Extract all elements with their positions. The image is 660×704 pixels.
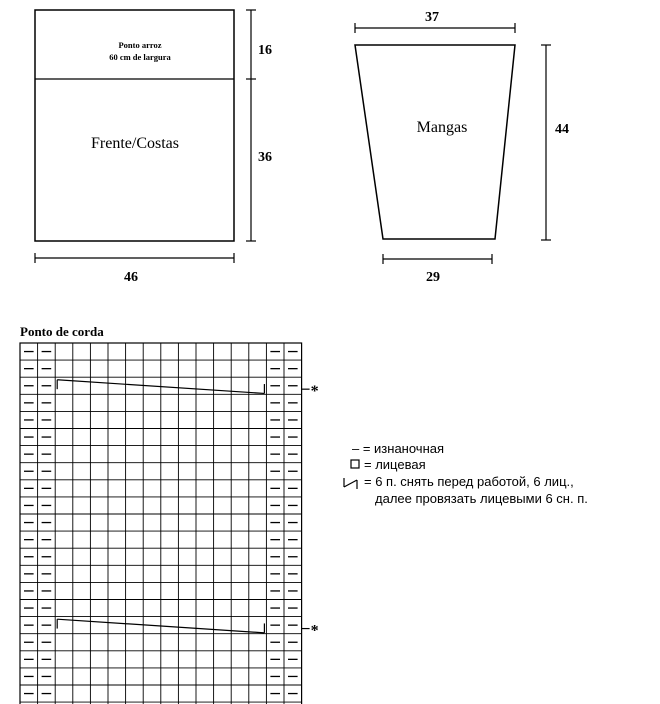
legend xyxy=(344,441,588,506)
front-back-label: Frente/Costas xyxy=(91,135,179,152)
dim-sleeve-top: 37 xyxy=(425,10,439,25)
yoke-label-line2: 60 cm de largura xyxy=(109,52,171,62)
dim-body-height: 36 xyxy=(258,150,272,165)
stitch-chart xyxy=(20,343,302,704)
asterisk-markers xyxy=(302,383,319,639)
chart-title: Ponto de corda xyxy=(20,324,104,339)
dim-sleeve-bottom: 29 xyxy=(426,270,440,285)
asterisk-symbol: * xyxy=(310,622,319,640)
legend-knit-symbol xyxy=(351,460,359,468)
dim-sleeve-height: 44 xyxy=(555,122,569,137)
asterisk-symbol: * xyxy=(310,383,319,401)
legend-purl-text: – = изнаночная xyxy=(352,441,445,456)
body-width-dimension xyxy=(35,253,234,285)
sleeve-bottom-dimension xyxy=(383,254,492,285)
dim-width: 46 xyxy=(124,270,138,285)
legend-cable-text-line2: далее провязать лицевыми 6 сн. п. xyxy=(375,491,588,506)
sleeve-top-dimension xyxy=(355,10,515,33)
front-back-panel xyxy=(35,10,234,241)
sleeve-height-dimension xyxy=(541,45,569,240)
asterisk-marker xyxy=(302,623,319,640)
legend-knit-text: = лицевая xyxy=(364,457,426,472)
sleeve-label: Mangas xyxy=(416,119,468,136)
legend-cable-symbol xyxy=(344,478,357,489)
yoke-label-line1: Ponto arroz xyxy=(118,40,162,50)
sleeve-outline xyxy=(355,45,515,239)
body-height-dimension xyxy=(246,10,272,241)
asterisk-marker xyxy=(302,383,319,400)
legend-cable-text-line1: = 6 п. снять перед работой, 6 лиц., xyxy=(364,474,574,489)
sleeve-panel xyxy=(355,45,515,239)
dim-yoke-height: 16 xyxy=(258,43,272,58)
